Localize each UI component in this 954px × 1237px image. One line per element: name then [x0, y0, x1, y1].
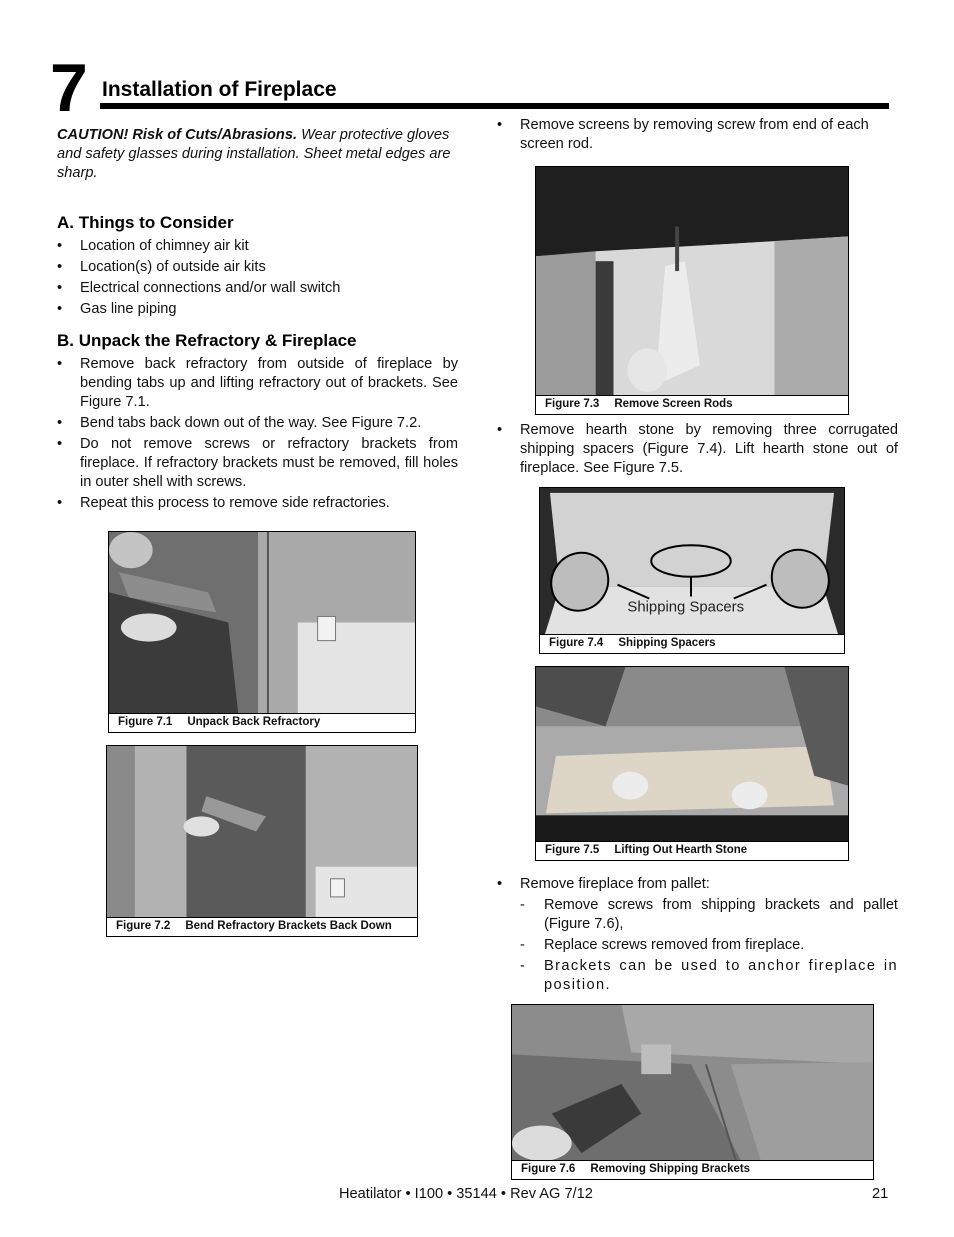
figure-7-1	[108, 531, 416, 733]
list-item	[497, 875, 898, 995]
section-b-list	[57, 355, 458, 513]
figure-7-2	[106, 745, 418, 937]
figure-7-2-caption	[107, 917, 417, 936]
hearth-list	[497, 421, 898, 478]
footer-doc-info: Heatilator • I100 • 35144 • Rev AG 7/12	[339, 1186, 593, 1202]
pallet-item-text: Remove fireplace from pallet:	[520, 876, 710, 892]
section-b-heading: B. Unpack the Refractory & Fireplace	[57, 331, 357, 350]
list-item: • Do not remove screws or refractory brackets from fireplace. If refractory brackets must be removed, fill holes in outer shell with screws.	[57, 435, 458, 492]
figure-number: Figure 7.5	[545, 844, 600, 856]
figure-7-4	[539, 487, 845, 654]
caution-note	[57, 126, 462, 183]
figure-7-3-caption	[536, 395, 848, 414]
figure-number: Figure 7.3	[545, 398, 600, 410]
list-item: - Brackets can be used to anchor fireplace in position.	[520, 957, 898, 995]
section-a-list	[57, 237, 462, 319]
list-item: • Repeat this process to remove side refractories.	[57, 494, 458, 513]
caution-lead: CAUTION! Risk of Cuts/Abrasions.	[57, 127, 298, 143]
caution-text: Wear protective gloves and safety glasses during installation. Sheet metal edges are sharp.	[57, 127, 451, 181]
figure-7-3-photo	[536, 167, 848, 395]
screens-list	[497, 116, 899, 154]
figure-7-1-caption	[109, 713, 415, 732]
figure-number: Figure 7.1	[118, 716, 173, 728]
figure-title: Removing Shipping Brackets	[590, 1163, 751, 1175]
page-title: Installation of Fireplace	[102, 78, 337, 101]
section-a-heading: A. Things to Consider	[57, 213, 234, 232]
figure-7-4-photo	[540, 488, 844, 634]
list-item: • Location of chimney air kit	[57, 237, 462, 256]
figure-7-5-caption	[536, 841, 848, 860]
list-item: - Remove screws from shipping brackets and pallet (Figure 7.6),	[520, 896, 898, 934]
figure-title: Remove Screen Rods	[614, 398, 733, 410]
figure-7-6	[511, 1004, 874, 1180]
pallet-sublist	[520, 896, 898, 995]
list-item: • Location(s) of outside air kits	[57, 258, 462, 277]
pallet-list	[497, 875, 898, 995]
page-number: 21	[872, 1186, 889, 1202]
figure-title: Bend Refractory Brackets Back Down	[185, 920, 392, 932]
list-item: • Remove back refractory from outside of fireplace by bending tabs up and lifting refractory out of brackets. See Figure 7.1.	[57, 355, 458, 412]
list-item: • Electrical connections and/or wall switch	[57, 279, 462, 298]
figure-7-5-photo	[536, 667, 848, 841]
figure-7-4-caption	[540, 634, 844, 653]
title-rule	[100, 103, 889, 109]
figure-7-3	[535, 166, 849, 415]
figure-title: Unpack Back Refractory	[187, 716, 321, 728]
figure-number: Figure 7.6	[521, 1163, 576, 1175]
figure-7-6-caption	[512, 1160, 873, 1179]
list-item: • Gas line piping	[57, 300, 462, 319]
figure-7-2-photo	[107, 746, 417, 917]
list-item: - Replace screws removed from fireplace.	[520, 936, 898, 955]
figure-number: Figure 7.2	[116, 920, 171, 932]
chapter-number: 7	[50, 50, 86, 126]
photo-label: Shipping Spacers	[627, 599, 745, 616]
list-item: • Remove hearth stone by removing three corrugated shipping spacers (Figure 7.4). Lift hearth stone out of fireplace. See Figure 7.5.	[497, 421, 898, 478]
figure-title: Shipping Spacers	[618, 637, 716, 649]
figure-7-1-photo	[109, 532, 415, 713]
figure-title: Lifting Out Hearth Stone	[614, 844, 748, 856]
list-item: • Remove screens by removing screw from end of each screen rod.	[497, 116, 899, 154]
figure-7-5	[535, 666, 849, 861]
figure-number: Figure 7.4	[549, 637, 604, 649]
list-item: • Bend tabs back down out of the way. See Figure 7.2.	[57, 414, 458, 433]
figure-7-6-photo	[512, 1005, 873, 1160]
